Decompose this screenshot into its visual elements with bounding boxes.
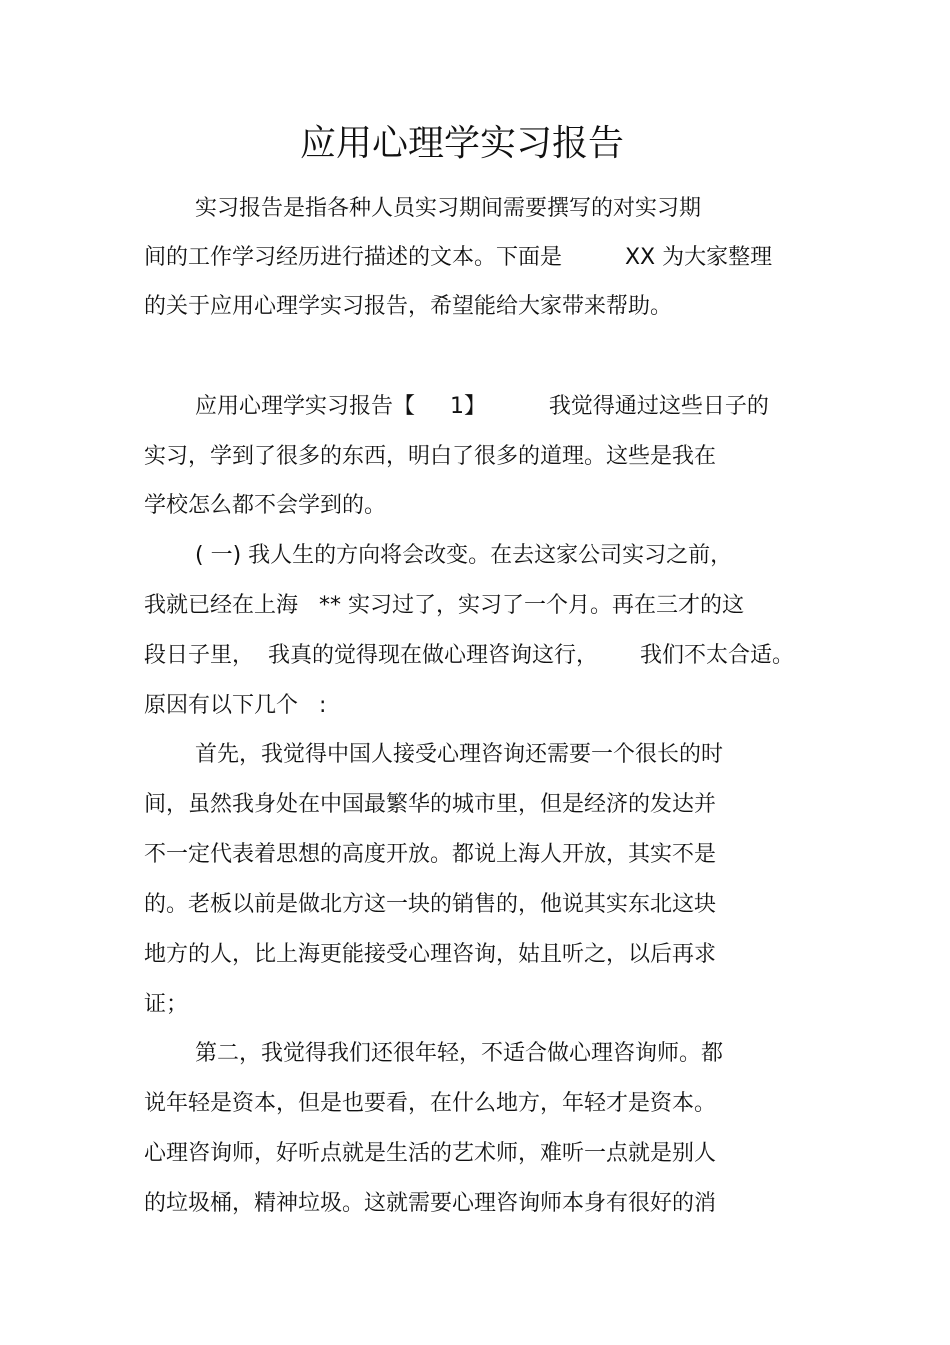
paragraph-line: 我就已经在上海 ** 实习过了，实习了一个月。再在三才的这 xyxy=(144,593,744,618)
paragraph-line: 说年轻是资本，但是也要看，在什么地方，年轻才是资本。 xyxy=(144,1091,717,1116)
paragraph-line: 的垃圾桶，精神垃圾。这就需要心理咨询师本身有很好的消 xyxy=(144,1191,717,1216)
document-title: 应用心理学实习报告 xyxy=(299,123,624,164)
paragraph-line: 原因有以下几个 : xyxy=(144,693,327,718)
paragraph-line: 的。老板以前是做北方这一块的销售的，他说其实东北这块 xyxy=(144,892,717,917)
paragraph-line: ( 一) 我人生的方向将会改变。在去这家公司实习之前， xyxy=(195,543,733,568)
paragraph-line: 的关于应用心理学实习报告，希望能给大家带来帮助。 xyxy=(144,294,673,319)
paragraph-line: 不一定代表着思想的高度开放。都说上海人开放，其实不是 xyxy=(144,842,717,867)
paragraph-line: 间，虽然我身处在中国最繁华的城市里，但是经济的发达并 xyxy=(144,792,717,817)
paragraph-line: 应用心理学实习报告【 1】 我觉得通过这些日子的 xyxy=(195,394,769,419)
paragraph-line: 第二，我觉得我们还很年轻，不适合做心理咨询师。都 xyxy=(195,1041,724,1066)
paragraph-line: 段日子里， 我真的觉得现在做心理咨询这行， 我们不太合适。 xyxy=(144,643,794,668)
paragraph-line: 实习，学到了很多的东西，明白了很多的道理。这些是我在 xyxy=(144,444,717,469)
paragraph-line: 间的工作学习经历进行描述的文本。下面是 XX 为大家整理 xyxy=(144,245,773,270)
paragraph-line: 学校怎么都不会学到的。 xyxy=(144,493,387,518)
paragraph-line: 首先，我觉得中国人接受心理咨询还需要一个很长的时 xyxy=(195,742,724,767)
paragraph-line: 实习报告是指各种人员实习期间需要撰写的对实习期 xyxy=(195,196,702,221)
paragraph-line: 证； xyxy=(144,992,189,1017)
paragraph-line: 心理咨询师，好听点就是生活的艺术师，难听一点就是别人 xyxy=(144,1141,717,1166)
paragraph-line: 地方的人，比上海更能接受心理咨询，姑且听之，以后再求 xyxy=(144,942,717,967)
